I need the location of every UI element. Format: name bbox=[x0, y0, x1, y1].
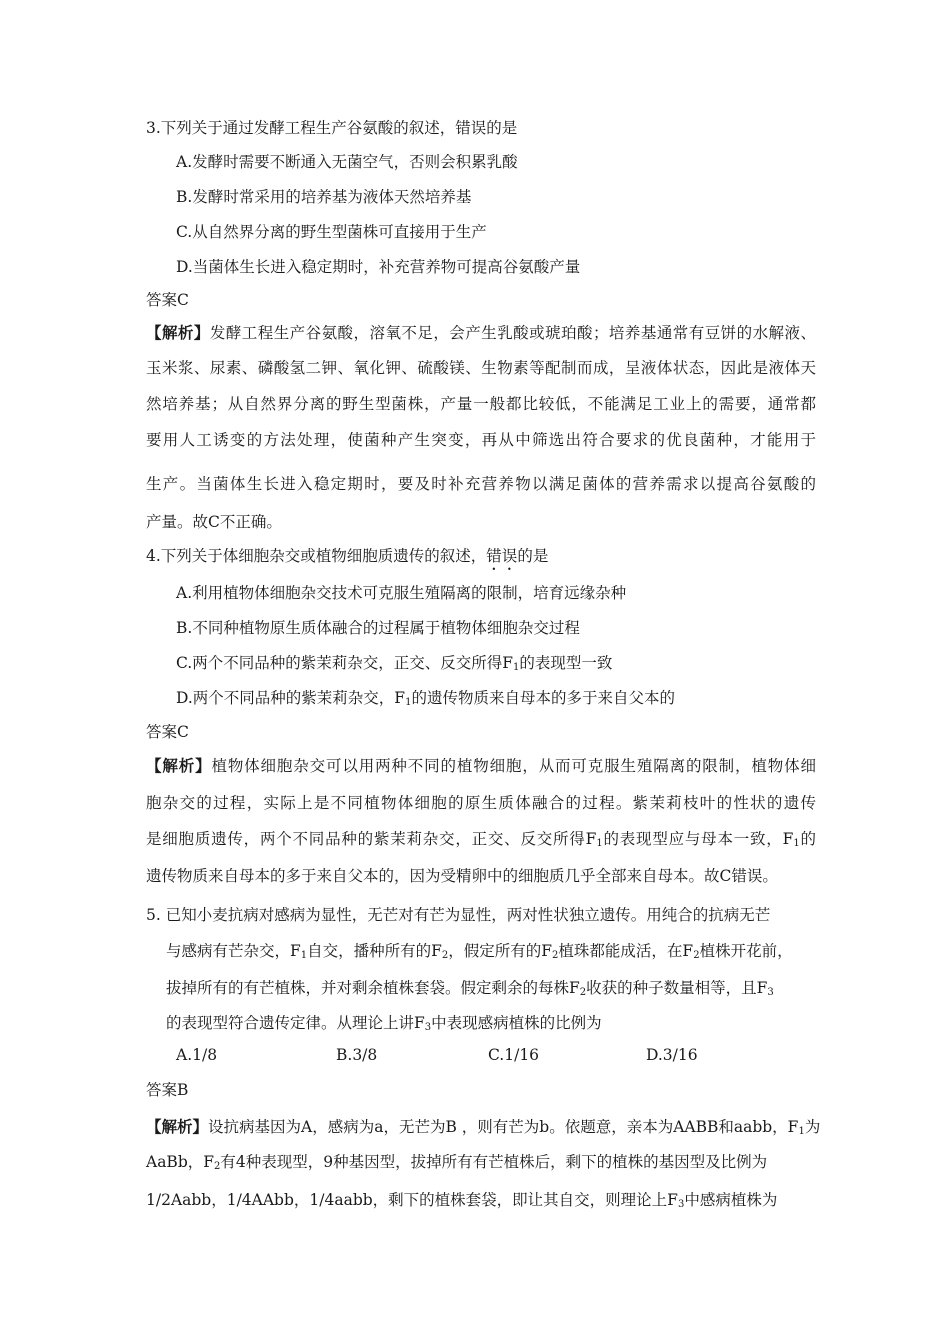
analysis-tag: 【解析】 bbox=[146, 323, 210, 342]
q3-analysis-line: 要用人工诱变的方法处理，使菌种产生突变，再从中筛选出符合要求的优良菌种，才能用于 bbox=[146, 431, 816, 449]
q4-analysis-line: 胞杂交的过程，实际上是不同植物体细胞的原生质体融合的过程。紫茉莉枝叶的性状的遗传 bbox=[146, 794, 816, 812]
q4-analysis-line: 遗传物质来自母本的多于来自父本的，因为受精卵中的细胞质几乎全部来自母本。故C错误。 bbox=[146, 867, 778, 885]
q5-option-d: D.3/16 bbox=[646, 1046, 698, 1064]
q3-analysis-line: 【解析】发酵工程生产谷氨酸，溶氧不足，会产生乳酸或琥珀酸；培养基通常有豆饼的水解液、 bbox=[146, 323, 816, 342]
q5-stem-line: 5. 已知小麦抗病对感病为显性，无芒对有芒为显性，两对性状独立遗传。用纯合的抗病无芒 bbox=[146, 906, 771, 924]
q3-analysis-line: 然培养基；从自然界分离的野生型菌株，产量一般都比较低，不能满足工业上的需要，通常都 bbox=[146, 395, 816, 413]
q5-option-a: A.1/8 bbox=[176, 1046, 218, 1064]
q5-option-c: C.1/16 bbox=[488, 1046, 540, 1064]
q5-option-b: B.3/8 bbox=[336, 1046, 378, 1064]
q5-analysis-line: 【解析】设抗病基因为A，感病为a，无芒为B ，则有芒为b。依题意，亲本为AABB和aabb，$F_1$为 bbox=[146, 1117, 821, 1137]
q3-analysis-line: 产量。故C不正确。 bbox=[146, 513, 282, 531]
q5-choices bbox=[176, 1045, 736, 1065]
q5-analysis-line: AaBb，$F_2$有4种表现型，9种基因型，拔掉所有有芒植株后，剩下的植株的基因型及比例为 bbox=[146, 1153, 768, 1172]
q4-option-d: D.两个不同品种的紫茉莉杂交，$F_1$的遗传物质来自母本的多于来自父本的 bbox=[176, 689, 675, 708]
q3-option-a: A.发酵时需要不断通入无菌空气，否则会积累乳酸 bbox=[176, 153, 518, 171]
q4-analysis-line: 【解析】植物体细胞杂交可以用两种不同的植物细胞，从而可克服生殖隔离的限制，植物体细 bbox=[146, 756, 816, 775]
q3-answer: 答案C bbox=[146, 291, 189, 309]
q3-option-c: C.从自然界分离的野生型菌株可直接用于生产 bbox=[176, 223, 487, 241]
q5-answer: 答案B bbox=[146, 1081, 189, 1099]
q3-stem: 3.下列关于通过发酵工程生产谷氨酸的叙述，错误的是 bbox=[146, 119, 518, 137]
q5-analysis-line: 1/2Aabb，1/4AAbb，1/4aabb，剩下的植株套袋，即让其自交，则理论上$F_3$中感病植株为 bbox=[146, 1191, 778, 1210]
q4-option-a: A.利用植物体细胞杂交技术可克服生殖隔离的限制，培育远缘杂种 bbox=[176, 584, 627, 602]
q5-stem-line: 的表现型符合遗传定律。从理论上讲$F_3$中表现感病植株的比例为 bbox=[166, 1014, 602, 1033]
q4-option-b: B.不同种植物原生质体融合的过程属于植物体细胞杂交过程 bbox=[176, 619, 580, 637]
q4-stem: 4.下列关于体细胞杂交或植物细胞质遗传的叙述，错误的是 bbox=[146, 547, 549, 565]
q3-analysis-line: 生产。当菌体生长进入稳定期时，要及时补充营养物以满足菌体的营养需求以提高谷氨酸的 bbox=[146, 475, 816, 493]
q4-option-c: C.两个不同品种的紫茉莉杂交，正交、反交所得$F_1$的表现型一致 bbox=[176, 654, 613, 673]
analysis-tag: 【解析】 bbox=[146, 756, 212, 775]
q3-option-d: D.当菌体生长进入稳定期时，补充营养物可提高谷氨酸产量 bbox=[176, 258, 581, 276]
q4-analysis-line: 是细胞质遗传，两个不同品种的紫茉莉杂交，正交、反交所得$F_1$的表现型应与母本一致，$F_1$的 bbox=[146, 830, 816, 849]
q3-analysis-line: 玉米浆、尿素、磷酸氢二钾、氧化钾、硫酸镁、生物素等配制而成，呈液体状态，因此是液体天 bbox=[146, 359, 816, 377]
analysis-tag: 【解析】 bbox=[146, 1117, 209, 1136]
q4-answer: 答案C bbox=[146, 723, 189, 741]
q5-stem-line: 拔掉所有的有芒植株，并对剩余植株套袋。假定剩余的每株$F_2$收获的种子数量相等，且$F_3$ bbox=[166, 979, 774, 998]
emphasis-dots: 错误 bbox=[486, 547, 518, 565]
q5-stem-line: 与感病有芒杂交，$F_1$自交，播种所有的$F_2$，假定所有的$F_2$植珠都能成活，在$F_2$植株开花前， bbox=[166, 942, 793, 961]
q3-option-b: B.发酵时常采用的培养基为液体天然培养基 bbox=[176, 188, 472, 206]
